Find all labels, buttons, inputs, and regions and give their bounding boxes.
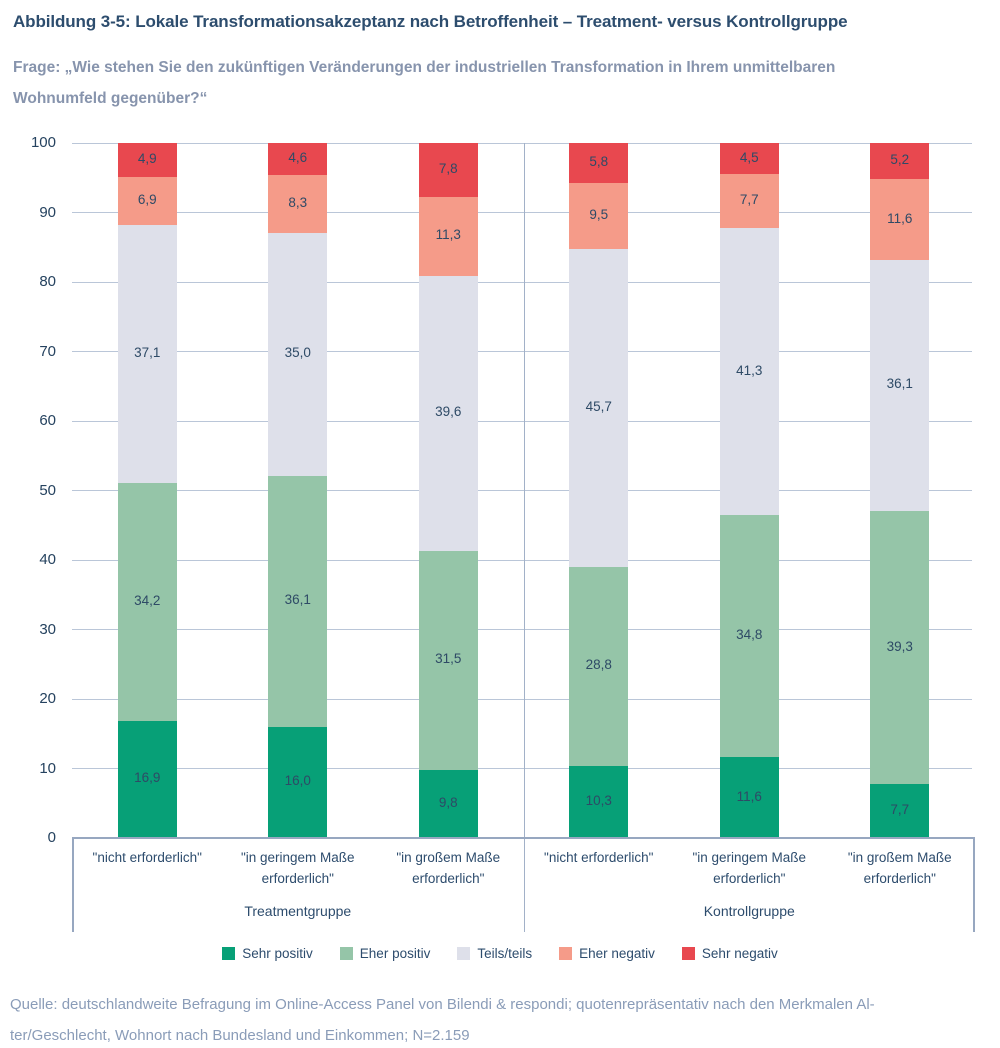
y-axis-tick-label: 70 (39, 342, 56, 360)
y-axis-tick-label: 80 (39, 273, 56, 290)
group-divider-line (524, 143, 525, 932)
gridline-80 (72, 282, 972, 283)
legend-label: Sehr positiv (242, 946, 313, 961)
bar-segment-eher-positiv (419, 551, 478, 770)
bar-segment-value: 11,6 (736, 788, 762, 804)
x-axis-line (72, 837, 975, 839)
group-label-treatmentgruppe: Treatmentgruppe (244, 903, 352, 919)
source-note-line1: Quelle: deutschlandweite Befragung im Online-Access Panel von Bilendi & respondi; quotenrepräsentativ nach den Merkmalen Al- (10, 996, 875, 1013)
legend-label: Eher positiv (359, 946, 431, 961)
legend-label: Eher negativ (579, 946, 655, 961)
bar-segment-teils-teils (268, 233, 327, 476)
bar-segment-eher-positiv (720, 515, 779, 757)
y-axis-tick-label: 20 (39, 690, 56, 707)
figure-question-line1: Frage: „Wie stehen Sie den zukünftigen Veränderungen der industriellen Transformation in Ihrem unmittelbaren (13, 59, 836, 76)
bar-segment-value: 34,8 (736, 627, 763, 643)
bar-segment-teils-teils (118, 225, 177, 483)
bar-segment-sehr-negativ (720, 143, 779, 174)
gridline-30 (72, 629, 972, 630)
bar-segment-eher-positiv (118, 483, 177, 721)
category-label: "nicht erforderlich" (92, 850, 202, 865)
category-label: "nicht erforderlich" (544, 850, 654, 865)
legend-swatch-icon (340, 947, 353, 960)
figure-title: Abbildung 3-5: Lokale Transformationsakzeptanz nach Betroffenheit – Treatment- versus Kontrollgruppe (13, 12, 848, 31)
bar-segment-teils-teils (720, 228, 779, 515)
bar-segment-sehr-negativ (268, 143, 327, 175)
bar-segment-sehr-positiv (268, 727, 327, 838)
bar-segment-value: 7,8 (438, 161, 458, 177)
bar-segment-sehr-positiv (118, 721, 177, 838)
bar-segment-value: 5,2 (890, 152, 910, 168)
bar-segment-sehr-negativ (419, 143, 478, 197)
bar-segment-sehr-negativ (870, 143, 929, 179)
bar-segment-value: 7,7 (739, 192, 759, 208)
bar-segment-sehr-negativ (118, 143, 177, 177)
bar-segment-eher-negativ (419, 197, 478, 276)
bar-segment-value: 45,7 (585, 398, 612, 414)
legend-item-teils-teils (457, 946, 532, 961)
bar-segment-value: 8,3 (288, 194, 308, 210)
bar-segment-value: 39,6 (435, 404, 462, 420)
figure-question-line2: Wohnumfeld gegenüber?“ (13, 90, 208, 107)
gridline-10 (72, 768, 972, 769)
bar-segment-value: 16,0 (284, 773, 311, 789)
y-axis-tick-label: 100 (30, 134, 56, 151)
bar-segment-value: 37,1 (134, 344, 161, 360)
bar-segment-eher-positiv (569, 567, 628, 767)
gridline-100 (72, 143, 972, 144)
gridline-60 (72, 421, 972, 422)
bar-segment-value: 11,6 (887, 210, 913, 226)
bar-segment-value: 31,5 (435, 651, 462, 667)
legend-swatch-icon (222, 947, 235, 960)
gridline-20 (72, 699, 972, 700)
legend-swatch-icon (682, 947, 695, 960)
legend-item-sehr-negativ (682, 946, 778, 961)
legend-swatch-icon (457, 947, 470, 960)
bar-segment-value: 16,9 (134, 770, 161, 786)
bar-segment-value: 36,1 (284, 592, 311, 608)
bar-segment-teils-teils (569, 249, 628, 566)
y-axis-tick-label: 50 (39, 481, 56, 499)
bar-segment-value: 5,8 (589, 154, 609, 170)
legend-label: Teils/teils (477, 946, 533, 961)
bar-segment-teils-teils (419, 276, 478, 551)
y-axis-tick-label: 40 (39, 551, 56, 568)
bar-segment-value: 39,3 (886, 638, 913, 654)
gridline-50 (72, 490, 972, 491)
legend-swatch-icon (559, 947, 572, 960)
category-label: "in großem Maße erforderlich" (396, 850, 501, 886)
y-axis-tick-label: 10 (39, 759, 56, 777)
category-label: "in großem Maße erforderlich" (847, 850, 952, 886)
bar-segment-sehr-negativ (569, 143, 628, 183)
gridline-70 (72, 351, 972, 352)
bar-segment-eher-positiv (870, 511, 929, 784)
gridline-40 (72, 560, 972, 561)
source-note-line2: ter/Geschlecht, Wohnort nach Bundesland und Einkommen; N=2.159 (10, 1026, 470, 1044)
bar-segment-value: 35,0 (284, 345, 311, 361)
bar-segment-value: 4,5 (739, 149, 759, 165)
chart-legend (0, 946, 1000, 961)
bar-segment-value: 41,3 (736, 362, 763, 378)
group-label-kontrollgruppe: Kontrollgruppe (703, 903, 795, 919)
bar-segment-eher-positiv (268, 476, 327, 727)
bar-segment-value: 28,8 (585, 657, 612, 673)
bar-segment-eher-negativ (118, 177, 177, 225)
bar-segment-value: 9,5 (589, 207, 609, 223)
bar-segment-sehr-positiv (870, 784, 929, 838)
bar-segment-value: 11,3 (435, 227, 461, 243)
bar-segment-value: 7,7 (890, 802, 910, 818)
bar-segment-sehr-positiv (720, 757, 779, 838)
bar-segment-sehr-positiv (569, 766, 628, 838)
y-axis-tick-label: 60 (39, 412, 56, 429)
category-label: "in geringem Maße erforderlich" (692, 850, 807, 886)
y-axis-tick-label: 0 (47, 829, 56, 846)
bar-segment-value: 6,9 (137, 192, 157, 208)
category-label: "in geringem Maße erforderlich" (240, 850, 355, 886)
bar-segment-value: 34,2 (134, 592, 161, 608)
bar-segment-value: 4,6 (288, 149, 308, 165)
bar-segment-value: 10,3 (585, 793, 612, 809)
legend-label: Sehr negativ (701, 946, 778, 961)
bar-segment-value: 36,1 (886, 376, 913, 392)
bar-segment-teils-teils (870, 260, 929, 511)
source-note (10, 990, 995, 1048)
bar-segment-eher-negativ (720, 174, 779, 228)
bar-segment-value: 4,9 (137, 151, 157, 167)
bar-segment-eher-negativ (569, 183, 628, 249)
y-axis-tick-label: 30 (39, 620, 56, 638)
gridline-90 (72, 212, 972, 213)
bar-segment-value: 9,8 (438, 794, 458, 810)
bar-segment-eher-negativ (870, 179, 929, 260)
legend-item-eher-positiv (340, 946, 431, 961)
legend-item-eher-negativ (559, 946, 655, 961)
bar-segment-eher-negativ (268, 175, 327, 233)
bar-segment-sehr-positiv (419, 770, 478, 838)
legend-item-sehr-positiv (222, 946, 313, 961)
y-axis-tick-label: 90 (39, 203, 56, 221)
